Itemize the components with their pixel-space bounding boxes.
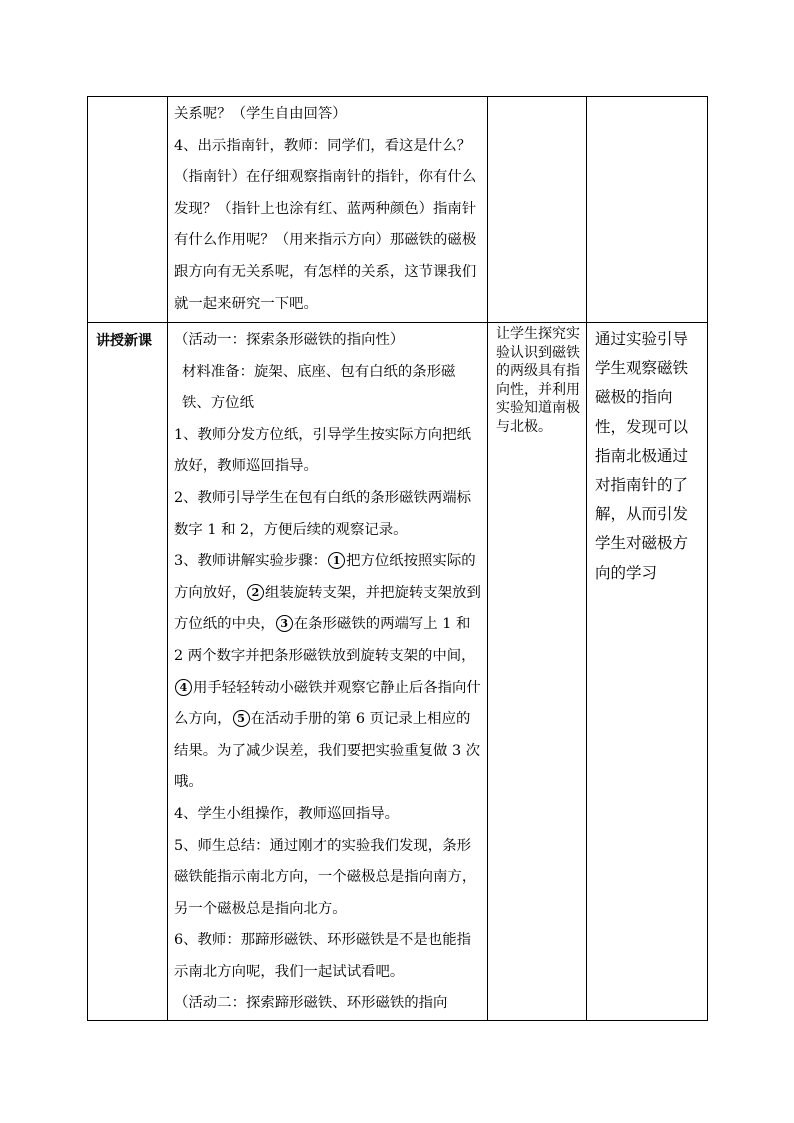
activity-heading: （活动二：探索蹄形磁铁、环形磁铁的指向 [174, 995, 448, 1012]
intent-cell [488, 97, 587, 323]
purpose-cell: 通过实验引导学生观察磁铁磁极的指向性，发现可以指南北极通过对指南针的了解，从而引发学生对磁极方向的学习 [587, 323, 708, 1021]
step-text: 在活动手册的第 6 页记录上相应的结果。为了减少误差，我们要把实验重复做 3 次哦。 [174, 711, 481, 791]
intent-cell: 让学生探究实验认识到磁铁的两级具有指向性，并利用实验知道南极与北极。 [488, 323, 587, 1021]
step-text: 在条形磁铁的两端写上 1 和 2 两个数字并把条形磁铁放到旋转支架的中间， [174, 616, 476, 664]
steps-paragraph [174, 546, 481, 799]
step-text: 把方位纸按照实际的方向放好， [174, 553, 476, 601]
lesson-plan-table [87, 96, 708, 1021]
step-text: 用手轻轻转动小磁铁并观察它静止后各指向什么方向， [174, 679, 481, 728]
table-row [88, 323, 708, 1021]
content-paragraph: 2、教师引导学生在包有白纸的条形磁铁两端标数字 1 和 2，方便后续的观察记录。 [174, 489, 471, 538]
purpose-cell [587, 97, 708, 323]
content-paragraph: 5、师生总结：通过刚才的实验我们发现，条形磁铁能指示南北方向，一个磁极总是指向南方，另一个磁极总是指向北方。 [174, 837, 477, 917]
content-paragraph: 6、教师：那蹄形磁铁、环形磁铁是不是也能指示南北方向呢，我们一起试试看吧。 [174, 932, 471, 980]
activity-heading: （活动一：探索条形磁铁的指向性） [174, 332, 405, 348]
step-number-circle: 2 [247, 584, 264, 601]
content-cell [168, 323, 488, 1021]
stage-cell [88, 97, 168, 323]
step-number-circle: 3 [276, 615, 293, 632]
step-number-circle: 1 [328, 552, 345, 569]
table-row [88, 97, 708, 323]
step-number-circle: 5 [233, 710, 250, 727]
step-number-circle: 4 [175, 679, 192, 696]
content-line: 关系呢？（学生自由回答） [174, 106, 347, 122]
steps-lead: 3、教师讲解实验步骤： [174, 553, 328, 570]
step-text: 组装旋转支架，并把旋转支架放到方位纸的中央， [174, 584, 481, 633]
content-line: 4、出示指南针，教师：同学们，看这是什么？（指南针）在仔细观察指南针的指针，你有什么发现？（指针上也涂有红、蓝两种颜色）指南针有什么作用呢？（用来指示方向）那磁铁的磁极跟方向有无关系呢，有怎样的关系，这节课我们就一起来研究一下吧。 [174, 137, 477, 312]
content-paragraph: 1、教师分发方位纸，引导学生按实际方向把纸放好，教师巡回指导。 [174, 426, 471, 475]
stage-cell: 讲授新课 [88, 323, 168, 1021]
content-paragraph: 4、学生小组操作，教师巡回指导。 [174, 805, 400, 822]
materials-line: 材料准备：旋架、底座、包有白纸的条形磁铁、方位纸 [182, 363, 456, 412]
content-cell [168, 97, 488, 323]
